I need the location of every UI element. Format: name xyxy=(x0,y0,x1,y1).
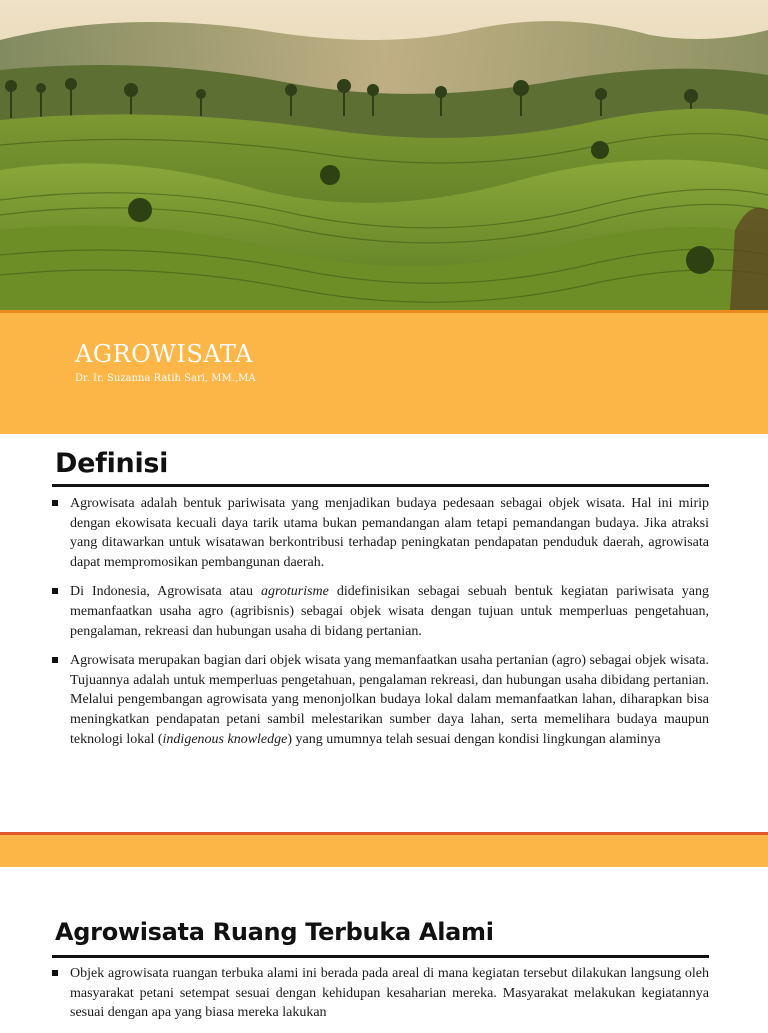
definisi-bullet-term: agroturisme xyxy=(260,584,329,600)
bullet-square-icon xyxy=(52,970,58,976)
definisi-bullet-text: Agrowisata adalah bentuk pariwisata yang menjadikan budaya pedesaan sebagai objek wisata. Hal ini mirip dengan ekowisata kecuali daya tarik utama bukan pemandangan alam tetapi pemandangan budaya. Jika atraksi yang ditawarkan untuk wisatawan berkontribusi terhadap peningkatan pendapatan penduduk daerah, agrowisata dapat mempromosikan pembangunan daerah. xyxy=(70,496,709,570)
definisi-bullet-text-post: ) yang umumnya telah sesuai dengan kondisi lingkungan alaminya xyxy=(287,731,661,747)
definisi-bullet-term: indigenous knowledge xyxy=(162,731,288,747)
ruang-terbuka-heading: Agrowisata Ruang Terbuka Alami xyxy=(55,918,494,946)
deck-author: Dr. Ir. Suzanna Ratih Sari, MM.,MA xyxy=(75,373,256,384)
definisi-bullet-text-pre: Agrowisata merupakan bagian dari objek wisata yang memanfaatkan usaha pertanian (agro) sebagai objek wisata. Tujuannya adalah untuk memperluas pengetahuan, pengalaman rekreasi, dan hubungan usaha dibidang pertanian. Melalui pengembangan agrowisata yang menonjolkan budaya lokal dalam memanfaatkan lahan, diharapkan bisa meningkatkan pendapatan petani sambil melestarikan sumber daya lahan, serta memelihara budaya maupun teknologi lokal ( xyxy=(70,653,709,747)
definisi-heading-rule xyxy=(52,484,709,487)
bullet-square-icon xyxy=(52,657,58,663)
slide-footer-band xyxy=(0,832,768,867)
ruang-terbuka-bullet-text: Objek agrowisata ruangan terbuka alami ini berada pada areal di mana kegiatan tersebut dilakukan langsung oleh masyarakat petani setempat sesuai dengan kehidupan kesaharian mereka. Masyarakat melakukan kegiatannya sesuai dengan apa yang biasa mereka lakukan xyxy=(70,966,709,1021)
cover-photo xyxy=(0,0,768,310)
definisi-bullet-text-pre: Di Indonesia, Agrowisata atau xyxy=(70,584,261,600)
deck-title: AGROWISATA xyxy=(75,340,253,368)
tea-plantation-illustration xyxy=(0,0,768,310)
list-item xyxy=(52,964,709,1023)
definisi-bullet-text-post: didefinisikan sebagai sebuah bentuk kegiatan pariwisata yang memanfaatkan usaha agro (agribisnis) sebagai objek wisata dengan tujuan untuk memperluas pengetahuan, pengalaman, rekreasi dan hubungan usaha di bidang pertanian. xyxy=(70,584,709,639)
bullet-square-icon xyxy=(52,500,58,506)
definisi-bullet-list xyxy=(52,494,709,759)
definisi-heading: Definisi xyxy=(55,448,169,479)
list-item xyxy=(52,582,709,641)
bullet-square-icon xyxy=(52,588,58,594)
list-item xyxy=(52,494,709,572)
ruang-terbuka-heading-rule xyxy=(52,955,709,958)
list-item xyxy=(52,651,709,749)
ruang-terbuka-bullet-list xyxy=(52,964,709,1033)
cover-title-band xyxy=(0,310,768,434)
